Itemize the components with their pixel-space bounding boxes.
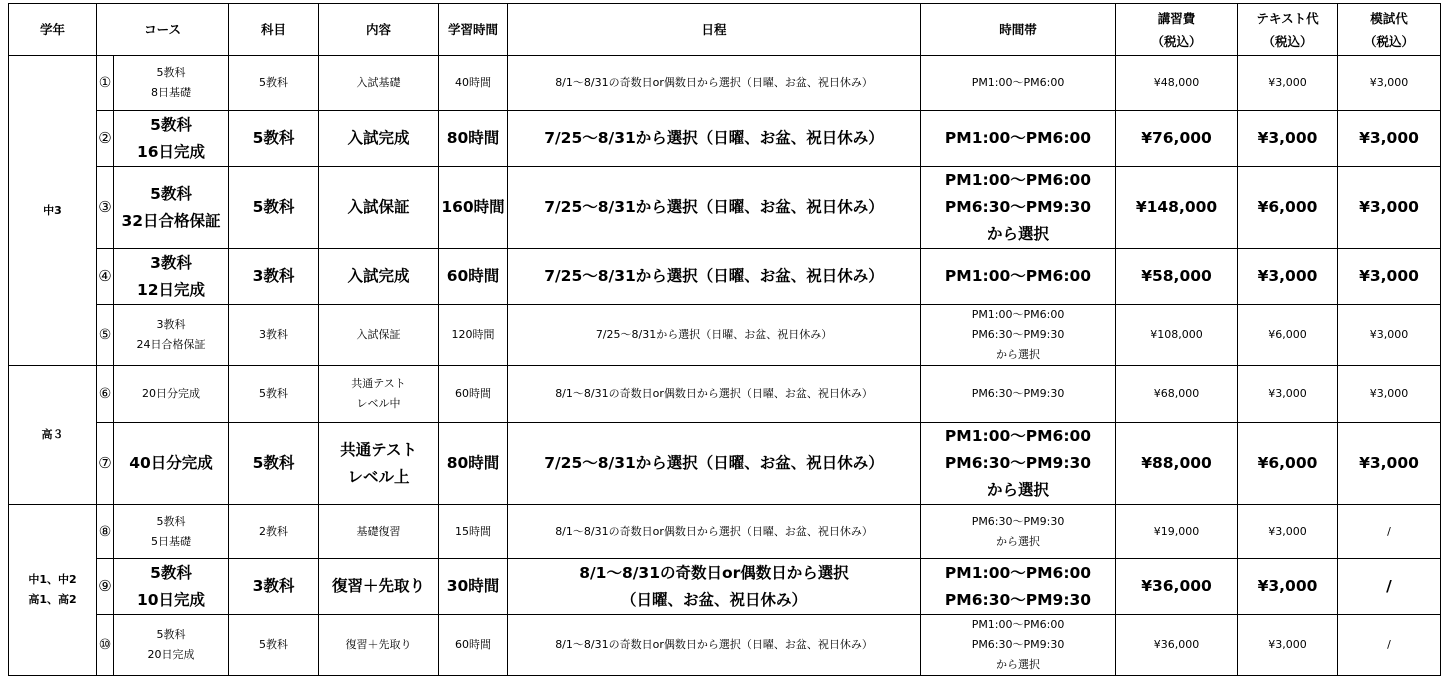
time-slot-line: PM1:00～PM6:00 <box>944 129 1092 147</box>
grade-line: 中3 <box>43 203 62 217</box>
study-time-cell: 60時間 <box>439 366 508 423</box>
schedule-line: 8/1～8/31の奇数日or偶数日から選択（日曜、お盆、祝日休み） <box>555 638 873 651</box>
grade-cell <box>9 505 97 676</box>
time-slot-line: PM1:00～PM6:00 <box>971 618 1065 631</box>
study-time-cell: 80時間 <box>439 423 508 505</box>
subjects-cell: 5教科 <box>229 366 319 423</box>
course-line: 40日分完成 <box>129 454 213 472</box>
header-mock-fee <box>1338 4 1441 56</box>
header-text-fee <box>1238 4 1338 56</box>
course-cell <box>114 505 229 559</box>
study-time-cell: 120時間 <box>439 305 508 366</box>
time-slot-line: から選択 <box>996 348 1041 361</box>
schedule-cell <box>508 505 921 559</box>
tuition-cell: ¥48,000 <box>1116 56 1238 111</box>
course-number: ③ <box>97 167 114 249</box>
header-mock-fee-line: 模試代 <box>1370 10 1408 26</box>
course-cell <box>114 615 229 676</box>
time-slot-line: PM1:00～PM6:00 <box>944 563 1092 582</box>
content-cell <box>319 615 439 676</box>
time-slot-cell <box>921 615 1116 676</box>
schedule-line: 7/25～8/31から選択（日曜、お盆、祝日休み） <box>544 198 884 216</box>
time-slot-line: PM6:30～PM9:30 <box>944 590 1092 609</box>
header-content: 内容 <box>319 4 439 56</box>
time-slot-line: から選択 <box>996 534 1041 548</box>
time-slot-line: PM1:00～PM6:00 <box>944 267 1092 285</box>
course-line: 20日完成 <box>147 648 195 661</box>
course-line: 5教科 <box>150 563 192 582</box>
time-slot-cell <box>921 423 1116 505</box>
tuition-cell: ¥36,000 <box>1116 559 1238 615</box>
header-time-slot: 時間帯 <box>921 4 1116 56</box>
table-row <box>9 423 1441 505</box>
time-slot-cell <box>921 249 1116 305</box>
course-number: ⑨ <box>97 559 114 615</box>
schedule-line: 8/1～8/31の奇数日or偶数日から選択（日曜、お盆、祝日休み） <box>555 76 873 89</box>
time-slot-line: から選択 <box>987 225 1050 243</box>
time-slot-cell <box>921 167 1116 249</box>
header-row <box>9 4 1441 56</box>
content-cell <box>319 366 439 423</box>
course-line: 5教科 <box>150 184 192 203</box>
grade-cell <box>9 56 97 366</box>
content-cell <box>319 111 439 167</box>
content-cell <box>319 505 439 559</box>
header-grade: 学年 <box>9 4 97 56</box>
subjects-cell: 3教科 <box>229 249 319 305</box>
table-body <box>9 56 1441 676</box>
tuition-cell: ¥36,000 <box>1116 615 1238 676</box>
study-time-cell: 40時間 <box>439 56 508 111</box>
course-cell <box>114 56 229 111</box>
course-line: 5日基礎 <box>151 534 191 548</box>
course-line: 16日完成 <box>136 142 206 161</box>
course-cell <box>114 559 229 615</box>
subjects-cell: 5教科 <box>229 111 319 167</box>
mock-fee-cell: ¥3,000 <box>1338 56 1441 111</box>
schedule-cell <box>508 249 921 305</box>
course-cell <box>114 366 229 423</box>
course-line: 5教科 <box>156 66 186 79</box>
course-fee-table <box>8 3 1441 676</box>
course-cell <box>114 249 229 305</box>
text-fee-cell: ¥3,000 <box>1238 559 1338 615</box>
content-cell <box>319 249 439 305</box>
course-cell <box>114 423 229 505</box>
schedule-cell <box>508 615 921 676</box>
schedule-line: 8/1～8/31の奇数日or偶数日から選択 <box>579 563 849 582</box>
schedule-line: （日曜、お盆、祝日休み） <box>621 590 808 609</box>
text-fee-cell: ¥3,000 <box>1238 615 1338 676</box>
content-cell <box>319 56 439 111</box>
course-number: ⑧ <box>97 505 114 559</box>
text-fee-cell: ¥3,000 <box>1238 56 1338 111</box>
time-slot-line: PM1:00～PM6:00 <box>971 76 1065 89</box>
table-row <box>9 305 1441 366</box>
header-study-time: 学習時間 <box>439 4 508 56</box>
study-time-cell: 30時間 <box>439 559 508 615</box>
mock-fee-cell: ¥3,000 <box>1338 305 1441 366</box>
time-slot-line: PM1:00～PM6:00 <box>944 427 1092 445</box>
mock-fee-cell: ¥3,000 <box>1338 167 1441 249</box>
mock-fee-cell: ¥3,000 <box>1338 366 1441 423</box>
course-number: ① <box>97 56 114 111</box>
subjects-cell: 3教科 <box>229 305 319 366</box>
course-number: ⑤ <box>97 305 114 366</box>
content-line: 入試保証 <box>347 198 410 216</box>
course-line: 10日完成 <box>136 590 206 609</box>
grade-line: 中1、中2 <box>28 573 77 586</box>
grade-cell <box>9 366 97 505</box>
content-cell <box>319 423 439 505</box>
header-tuition-line: 講習費 <box>1157 10 1196 26</box>
time-slot-line: PM6:30～PM9:30 <box>944 198 1092 216</box>
course-number: ⑩ <box>97 615 114 676</box>
schedule-cell <box>508 167 921 249</box>
time-slot-line: PM6:30～PM9:30 <box>971 514 1065 528</box>
content-cell <box>319 305 439 366</box>
text-fee-cell: ¥3,000 <box>1238 111 1338 167</box>
time-slot-cell <box>921 505 1116 559</box>
course-line: 20日分完成 <box>142 387 200 400</box>
content-line: レベル中 <box>356 397 401 410</box>
time-slot-line: PM1:00～PM6:00 <box>971 308 1065 321</box>
time-slot-cell <box>921 366 1116 423</box>
content-cell <box>319 559 439 615</box>
header-course: コース <box>97 4 229 56</box>
subjects-cell: 5教科 <box>229 423 319 505</box>
course-line: 3教科 <box>150 253 192 272</box>
header-text-fee-tax: （税込） <box>1262 33 1313 49</box>
schedule-line: 7/25～8/31から選択（日曜、お盆、祝日休み） <box>544 267 884 285</box>
tuition-cell: ¥19,000 <box>1116 505 1238 559</box>
course-cell <box>114 111 229 167</box>
header-subjects: 科目 <box>229 4 319 56</box>
tuition-cell: ¥76,000 <box>1116 111 1238 167</box>
mock-fee-cell: ¥3,000 <box>1338 249 1441 305</box>
content-line: レベル上 <box>347 467 410 486</box>
table-row <box>9 366 1441 423</box>
time-slot-line: から選択 <box>987 481 1050 499</box>
course-line: 5教科 <box>150 115 192 134</box>
tuition-cell: ¥108,000 <box>1116 305 1238 366</box>
header-tuition <box>1116 4 1238 56</box>
course-number: ② <box>97 111 114 167</box>
tuition-cell: ¥148,000 <box>1116 167 1238 249</box>
time-slot-cell <box>921 559 1116 615</box>
study-time-cell: 160時間 <box>439 167 508 249</box>
study-time-cell: 60時間 <box>439 249 508 305</box>
schedule-line: 8/1～8/31の奇数日or偶数日から選択（日曜、お盆、祝日休み） <box>555 524 873 538</box>
subjects-cell: 2教科 <box>229 505 319 559</box>
content-cell <box>319 167 439 249</box>
content-line: 復習＋先取り <box>345 638 412 651</box>
text-fee-cell: ¥6,000 <box>1238 423 1338 505</box>
table-row <box>9 111 1441 167</box>
table-row <box>9 167 1441 249</box>
table-row <box>9 615 1441 676</box>
subjects-cell: 5教科 <box>229 615 319 676</box>
time-slot-cell <box>921 111 1116 167</box>
course-line: 24日合格保証 <box>136 338 206 351</box>
mock-fee-cell: / <box>1338 505 1441 559</box>
course-line: 3教科 <box>156 318 186 331</box>
table-row <box>9 505 1441 559</box>
mock-fee-cell: ¥3,000 <box>1338 423 1441 505</box>
course-fee-sheet <box>8 3 1441 676</box>
course-number: ④ <box>97 249 114 305</box>
study-time-cell: 60時間 <box>439 615 508 676</box>
study-time-cell: 15時間 <box>439 505 508 559</box>
text-fee-cell: ¥3,000 <box>1238 249 1338 305</box>
time-slot-line: から選択 <box>996 658 1041 671</box>
text-fee-cell: ¥6,000 <box>1238 167 1338 249</box>
time-slot-line: PM6:30～PM9:30 <box>944 454 1092 472</box>
header-schedule: 日程 <box>508 4 921 56</box>
time-slot-line: PM6:30～PM9:30 <box>971 328 1065 341</box>
time-slot-cell <box>921 56 1116 111</box>
study-time-cell: 80時間 <box>439 111 508 167</box>
course-line: 5教科 <box>156 628 186 641</box>
content-line: 入試保証 <box>356 328 401 341</box>
course-line: 32日合格保証 <box>121 211 221 230</box>
schedule-line: 8/1～8/31の奇数日or偶数日から選択（日曜、お盆、祝日休み） <box>555 387 873 400</box>
tuition-cell: ¥68,000 <box>1116 366 1238 423</box>
tuition-cell: ¥88,000 <box>1116 423 1238 505</box>
mock-fee-cell: ¥3,000 <box>1338 111 1441 167</box>
table-row <box>9 56 1441 111</box>
course-line: 12日完成 <box>136 280 206 299</box>
course-number: ⑦ <box>97 423 114 505</box>
grade-line: 高1、高2 <box>28 593 77 606</box>
table-row <box>9 249 1441 305</box>
text-fee-cell: ¥6,000 <box>1238 305 1338 366</box>
time-slot-cell <box>921 305 1116 366</box>
time-slot-line: PM6:30～PM9:30 <box>971 387 1065 400</box>
course-cell <box>114 167 229 249</box>
schedule-line: 7/25～8/31から選択（日曜、お盆、祝日休み） <box>544 129 884 147</box>
grade-line: 高３ <box>41 428 64 441</box>
content-line: 基礎復習 <box>356 524 401 538</box>
time-slot-line: PM1:00～PM6:00 <box>944 171 1092 189</box>
header-tuition-tax: （税込） <box>1151 33 1202 49</box>
subjects-cell: 5教科 <box>229 167 319 249</box>
schedule-cell <box>508 111 921 167</box>
schedule-cell <box>508 559 921 615</box>
tuition-cell: ¥58,000 <box>1116 249 1238 305</box>
content-line: 入試基礎 <box>356 76 401 89</box>
text-fee-cell: ¥3,000 <box>1238 505 1338 559</box>
mock-fee-cell: / <box>1338 559 1441 615</box>
content-line: 共通テスト <box>340 440 417 459</box>
course-number: ⑥ <box>97 366 114 423</box>
course-line: 8日基礎 <box>151 86 191 99</box>
text-fee-cell: ¥3,000 <box>1238 366 1338 423</box>
subjects-cell: 3教科 <box>229 559 319 615</box>
header-mock-fee-tax: （税込） <box>1364 33 1415 49</box>
content-line: 共通テスト <box>351 377 406 390</box>
table-row <box>9 559 1441 615</box>
course-line: 5教科 <box>156 514 186 528</box>
time-slot-line: PM6:30～PM9:30 <box>971 638 1065 651</box>
content-line: 復習＋先取り <box>332 577 426 595</box>
subjects-cell: 5教科 <box>229 56 319 111</box>
schedule-line: 7/25～8/31から選択（日曜、お盆、祝日休み） <box>544 454 884 472</box>
mock-fee-cell: / <box>1338 615 1441 676</box>
schedule-cell <box>508 423 921 505</box>
content-line: 入試完成 <box>347 267 410 285</box>
schedule-line: 7/25～8/31から選択（日曜、お盆、祝日休み） <box>595 328 833 341</box>
content-line: 入試完成 <box>347 129 410 147</box>
schedule-cell <box>508 56 921 111</box>
header-text-fee-line: テキスト代 <box>1256 10 1319 26</box>
course-cell <box>114 305 229 366</box>
schedule-cell <box>508 305 921 366</box>
schedule-cell <box>508 366 921 423</box>
